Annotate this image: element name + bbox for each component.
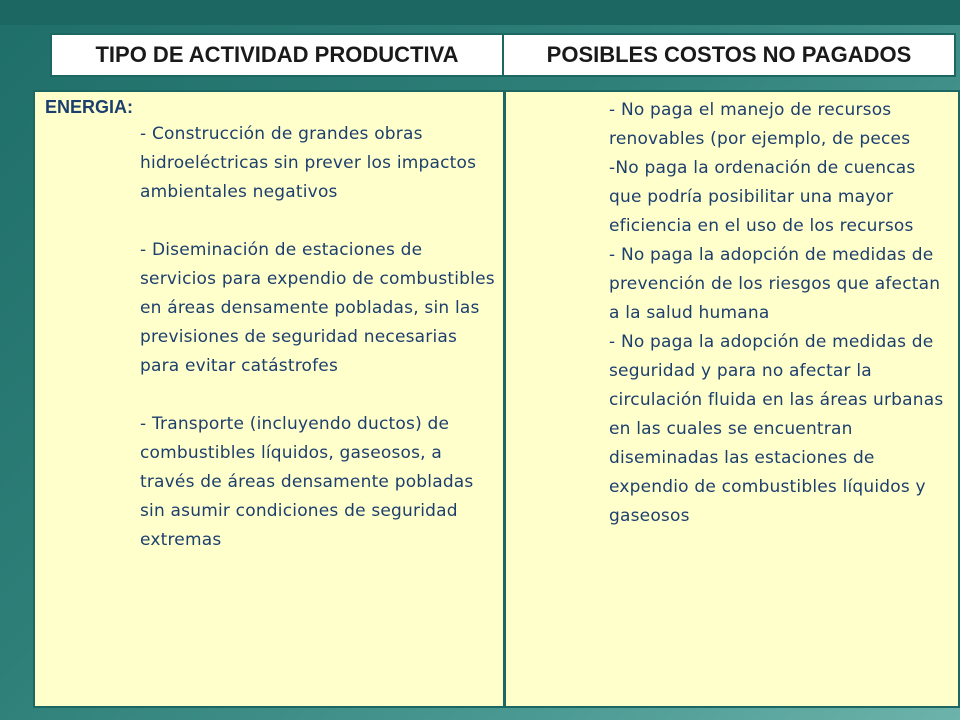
top-band: [0, 0, 960, 25]
column-divider: [503, 92, 506, 706]
cost-item: - No paga el manejo de recursos renovables (por ejemplo, de peces: [609, 100, 911, 149]
cost-item: -No paga la ordenación de cuencas que podría posibilitar una mayor eficiencia en el uso de los recursos: [609, 158, 916, 236]
cost-item: - No paga la adopción de medidas de seguridad y para no afectar la circulación fluida en las áreas urbanas en las cuales se encuentran diseminadas las estaciones de expendio de combustibles líquidos y gaseosos: [609, 332, 944, 526]
activity-column: [45, 96, 495, 555]
header-unpaid-costs: POSIBLES COSTOS NO PAGADOS: [546, 42, 912, 67]
table-header: [50, 33, 956, 77]
activity-item: - Construcción de grandes obras hidroeléctricas sin prever los impactos ambientales negativos: [140, 124, 477, 202]
activity-item: - Transporte (incluyendo ductos) de combustibles líquidos, gaseosos, a través de áreas densamente pobladas sin asumir condiciones de seguridad extremas: [140, 414, 474, 550]
activity-item: - Diseminación de estaciones de servicios para expendio de combustibles en áreas densamente pobladas, sin las previsiones de seguridad necesarias para evitar catástrofes: [140, 240, 495, 376]
costs-column: [609, 96, 949, 531]
cost-item: - No paga la adopción de medidas de prevención de los riesgos que afectan a la salud humana: [609, 245, 941, 323]
table-body: [33, 90, 960, 708]
section-title: ENERGIA:: [45, 97, 134, 117]
header-activity-type: TIPO DE ACTIVIDAD PRODUCTIVA: [52, 35, 504, 75]
